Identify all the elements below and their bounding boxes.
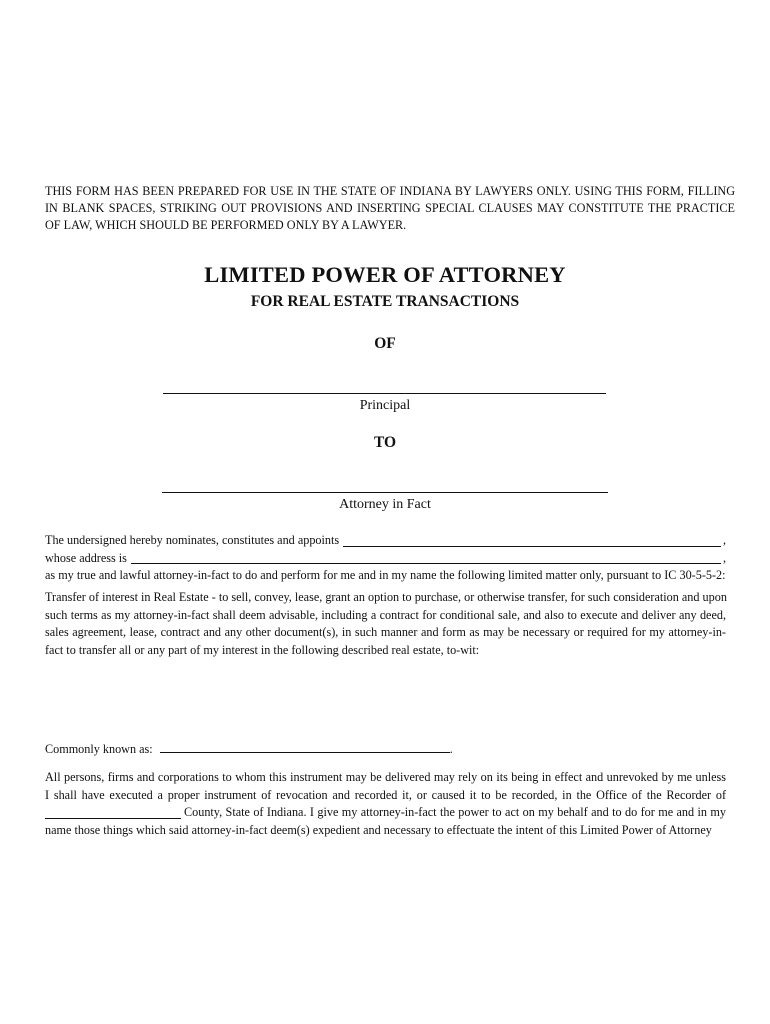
appointment-paragraph	[45, 532, 726, 585]
reliance-paragraph	[45, 769, 726, 839]
appointee-name-blank[interactable]	[343, 545, 721, 547]
appoint-comma: ,	[722, 533, 726, 547]
of-label: OF	[374, 335, 396, 352]
address-row	[45, 550, 726, 568]
document-subtitle: FOR REAL ESTATE TRANSACTIONS	[250, 293, 520, 310]
transfer-paragraph	[45, 589, 726, 659]
transfer-line: such terms as my attorney-in-fact shall deem advisable, including a contract for conditional sale, and also to execute and deliver any deed,	[45, 607, 726, 622]
county-text: County, State of Indiana. I give my attorney-in-fact the power to act on my behalf and to do for me and in my	[184, 805, 726, 819]
lawyer-notice: THIS FORM HAS BEEN PREPARED FOR USE IN THE STATE OF INDIANA BY LAWYERS ONLY. USING THIS FORM, FILLING IN BLANK SPACES, STRIKING OUT PROVISIONS AND INSERTING SPECIAL CLAUSES MAY CONSTITUTE THE PRACTICE OF LAW, WHICH SHOULD BE PERFORMED ONLY BY A LAWYER.	[45, 184, 735, 232]
principal-label: Principal	[359, 398, 411, 413]
attorney-name-line[interactable]	[162, 492, 608, 493]
reliance-line: I shall have executed a proper instrument of revocation and recorded it, or caused it to be recorded, in the Office of the Recorder of	[45, 787, 726, 802]
county-row	[45, 804, 726, 822]
document-title: LIMITED POWER OF ATTORNEY	[204, 262, 566, 287]
appoint-text: The undersigned hereby nominates, constitutes and appoints	[45, 533, 340, 547]
reliance-line: name those things which said attorney-in-fact deem(s) expedient and necessary to effectuate the intent of this Limited Power of Attorney	[45, 822, 712, 837]
known-as-row	[45, 741, 726, 759]
transfer-line: sales agreement, lease, contract and any other document(s), in such manner and form as may be necessary or required for my attorney-in-	[45, 625, 726, 639]
known-as-label: Commonly known as:	[45, 742, 153, 756]
principal-name-line[interactable]	[163, 393, 606, 394]
attorney-authority-line: as my true and lawful attorney-in-fact to do and perform for me and in my name the following limited matter only, pursuant to IC 30-5-5-2:	[45, 568, 726, 582]
reliance-line: All persons, firms and corporations to whom this instrument may be delivered may rely on its being in effect and unrevoked by me unless	[45, 770, 726, 784]
address-comma: ,	[722, 550, 726, 565]
address-blank[interactable]	[131, 562, 721, 564]
transfer-line: fact to transfer all or any part of my interest in the following described real estate, to-wit:	[45, 642, 480, 657]
known-as-period: .	[449, 742, 453, 756]
attorney-in-fact-label: Attorney in Fact	[339, 497, 431, 512]
address-text: whose address is	[45, 550, 127, 565]
known-as-blank[interactable]	[160, 751, 450, 753]
to-label: TO	[373, 434, 397, 451]
transfer-line: Transfer of interest in Real Estate - to sell, convey, lease, grant an option to purchase, or otherwise transfer, for such consideration and upon	[45, 590, 727, 604]
county-blank[interactable]	[45, 817, 181, 819]
appointee-row	[45, 532, 726, 550]
